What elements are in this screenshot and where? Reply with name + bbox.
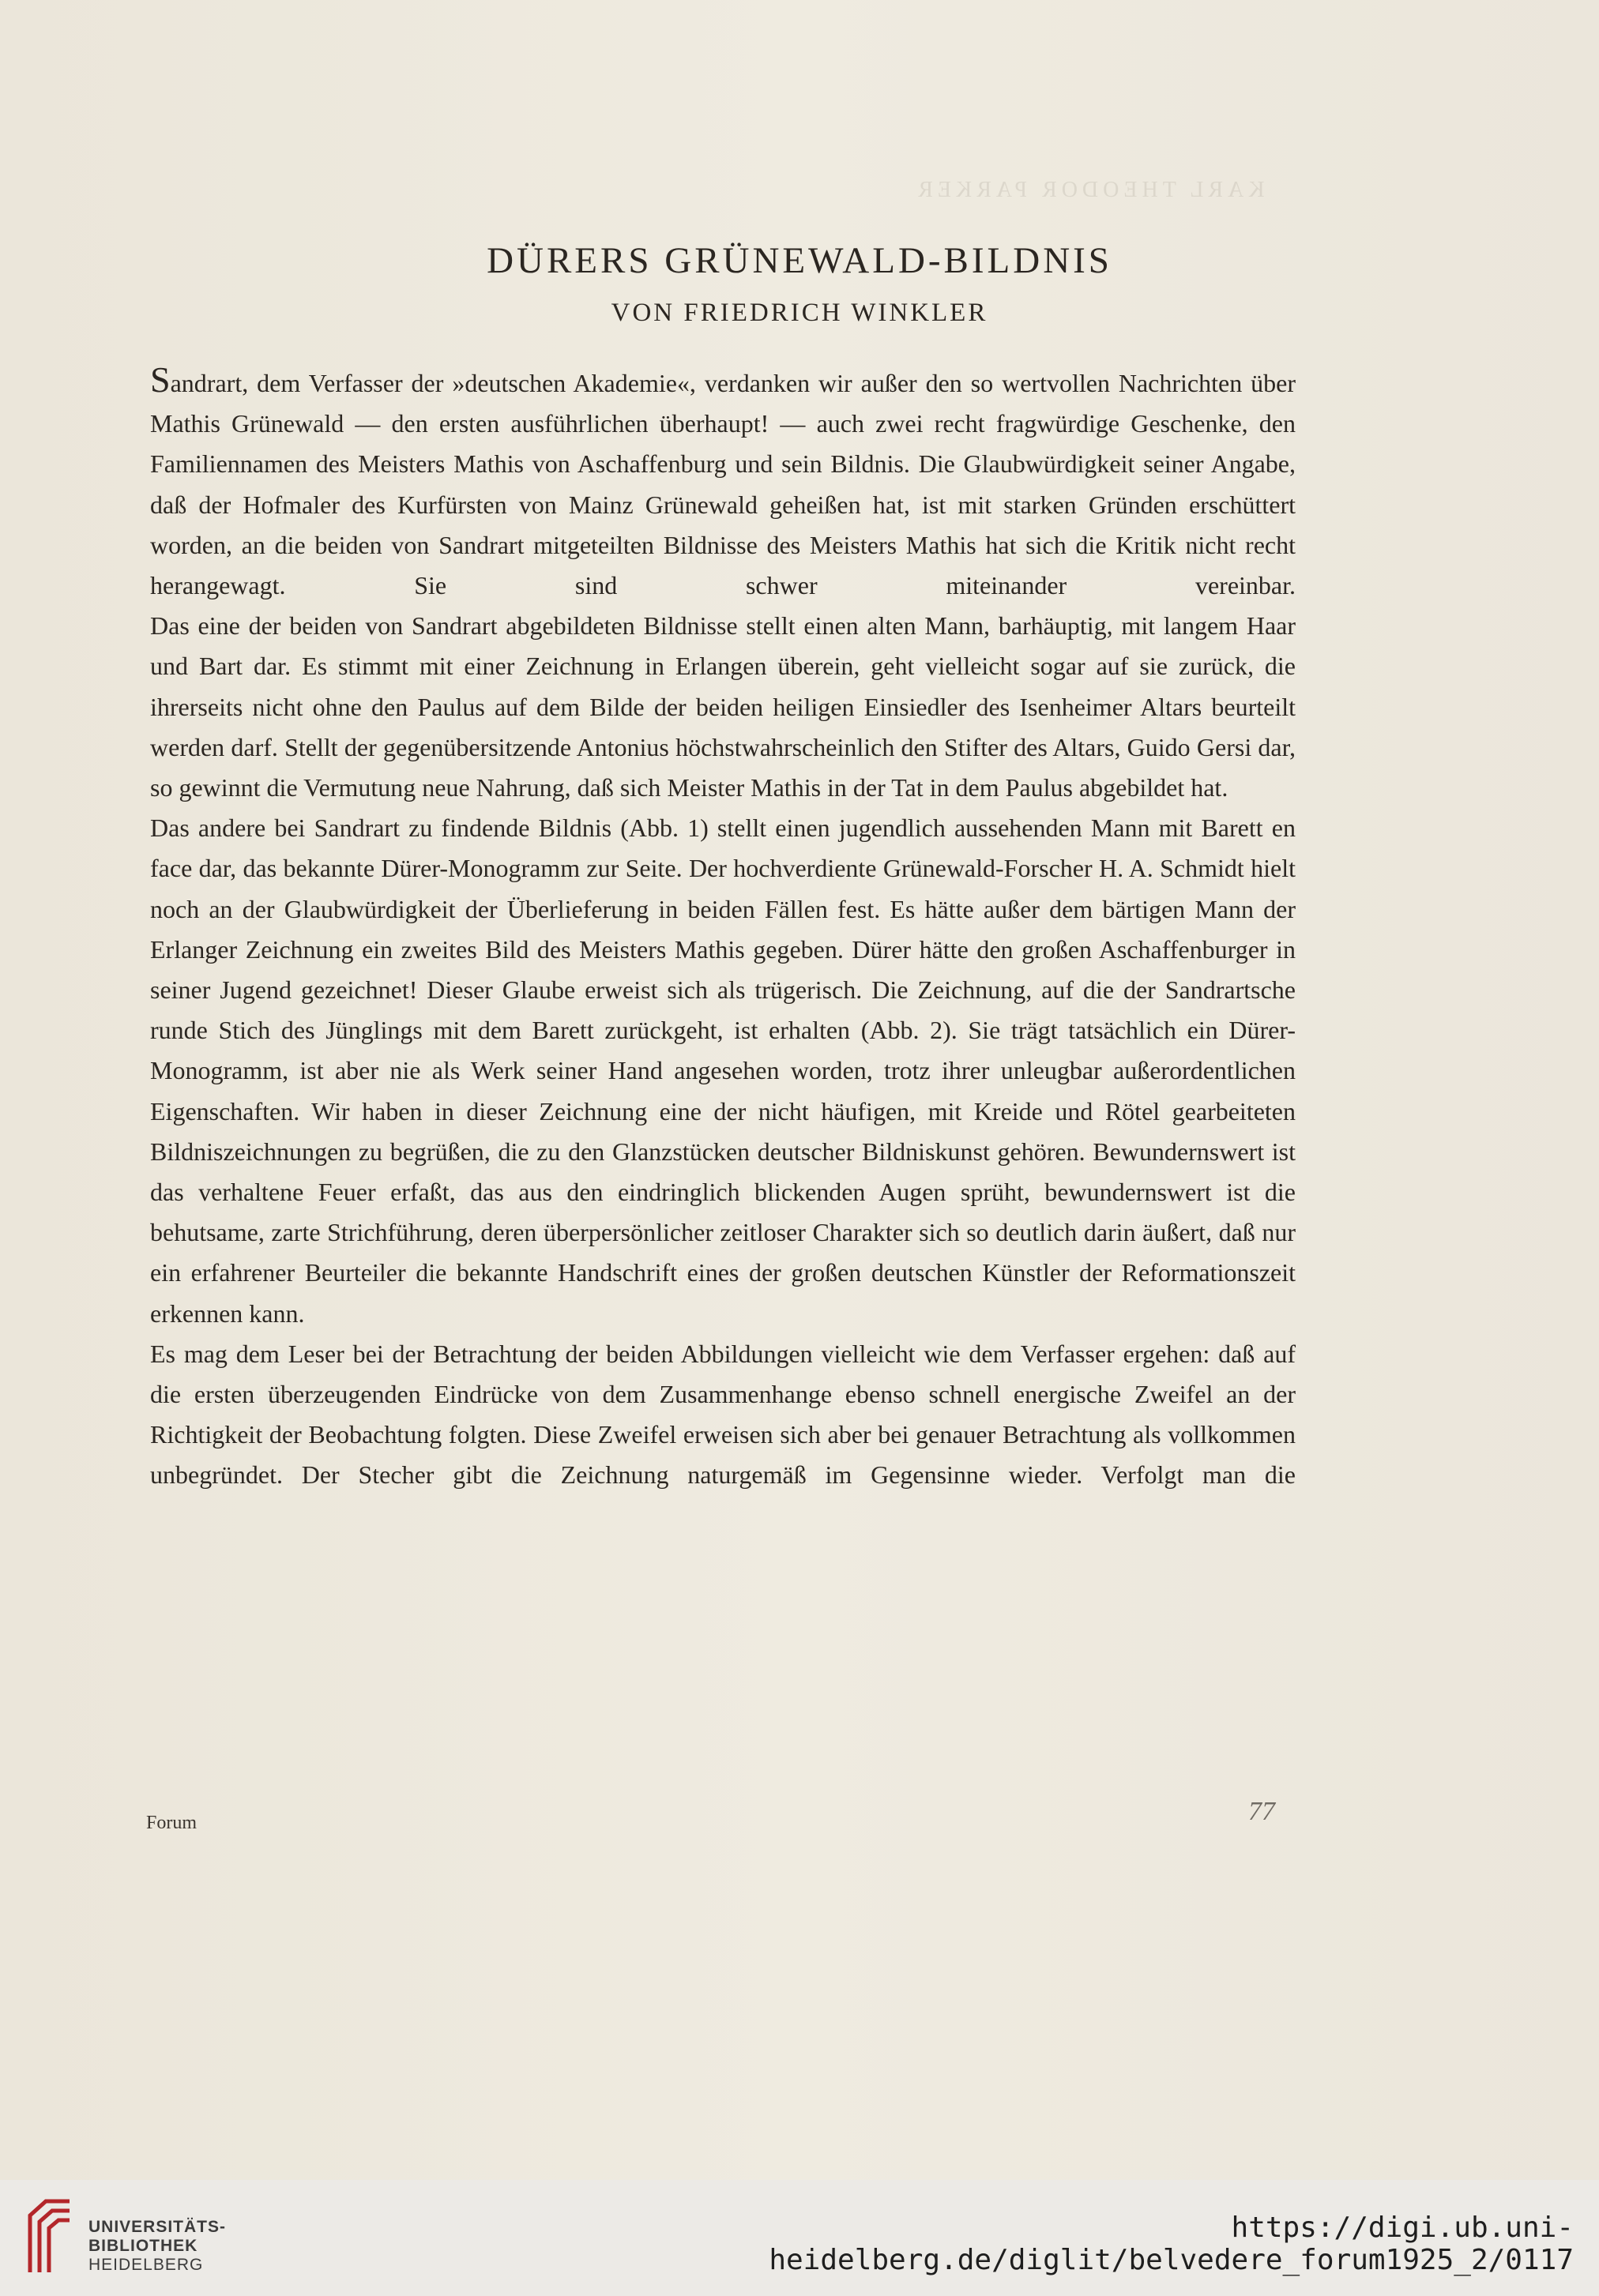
logo-line-3: HEIDELBERG (88, 2256, 204, 2274)
logo-line-1: UNIVERSITÄTS- (88, 2218, 227, 2236)
logo-line-2: BIBLIOTHEK (88, 2237, 198, 2255)
university-library-logo-icon[interactable] (22, 2193, 77, 2280)
paragraph-1-text: andrart, dem Verfasser der »deutschen Akademie«, verdanken wir außer den so wertvollen Nachrichten über Mathis Grünewald — den ersten ausführlichen überhaupt! — auch zwei recht fragwürdige Geschenke, den Familiennamen des Meisters Mathis von Aschaffenburg und sein Bildnis. Die Glaubwürdigkeit seiner Angabe, daß der Hofmaler des Kurfürsten von Mainz Grünewald geheißen hat, ist mit starken Gründen erschüttert worden, an die beiden von Sandrart mitgeteilten Bildnisse des Meisters Mathis hat sich die Kritik nicht recht herangewagt. Sie sind schwer miteinander vereinbar. (150, 369, 1296, 600)
paragraph-2: Das eine der beiden von Sandrart abgebildeten Bildnisse stellt einen alten Mann, barhäuptig, mit langem Haar und Bart dar. Es stimmt mit einer Zeichnung in Erlangen überein, geht vielleicht sogar auf sie zurück, die ihrerseits nicht ohne den Paulus auf dem Bilde der beiden heiligen Einsiedler des Isenheimer Altars beurteilt werden darf. Stellt der gegenübersitzende Antonius höchstwahrscheinlich den Stifter des Altars, Guido Gersi dar, so gewinnt die Vermutung neue Nahrung, daß sich Meister Mathis in der Tat in dem Paulus abgebildet hat. (150, 611, 1296, 802)
paragraph-1 (150, 359, 1296, 606)
permalink-url[interactable]: https://digi.ub.uni-heidelberg.de/diglit/belvedere_forum1925_2/0117 (769, 2211, 1574, 2276)
page-number: 77 (1248, 1797, 1275, 1826)
article-title: DÜRERS GRÜNEWALD-BILDNIS (487, 240, 1112, 281)
article-author: VON FRIEDRICH WINKLER (611, 299, 988, 327)
university-library-logo-text (88, 2218, 226, 2275)
paragraph-4: Es mag dem Leser bei der Betrachtung der beiden Abbildungen vielleicht wie dem Verfasser ergehen: daß auf die ersten überzeugenden Eindrücke von dem Zusammenhange ebenso schnell energische Zweifel an der Richtigkeit der Beobachtung folgten. Diese Zweifel erweisen sich aber bei genauer Betrachtung als vollkommen unbegründet. Der Stecher gibt die Zeichnung naturgemäß im Gegensinne wieder. Verfolgt man die (150, 1339, 1296, 1490)
paragraph-3: Das andere bei Sandrart zu findende Bildnis (Abb. 1) stellt einen jugendlich aussehenden Mann mit Barett en face dar, das bekannte Dürer-Monogramm zur Seite. Der hochverdiente Grünewald-Forscher H. A. Schmidt hielt noch an der Glaubwürdigkeit der Überlieferung in beiden Fällen fest. Es hätte außer dem bärtigen Mann der Erlanger Zeichnung ein zweites Bild des Meisters Mathis gegeben. Dürer hätte den großen Aschaffenburger in seiner Jugend gezeichnet! Dieser Glaube erweist sich als trügerisch. Die Zeichnung, auf die der Sandrartsche runde Stich des Jünglings mit dem Barett zurückgeht, ist erhalten (Abb. 2). Sie trägt tatsächlich ein Dürer-Monogramm, ist aber nie als Werk seiner Hand angesehen worden, trotz ihrer unleugbar außerordentlichen Eigenschaften. Wir haben in dieser Zeichnung eine der nicht häufigen, mit Kreide und Rötel gearbeiteten Bildniszeichnungen zu begrüßen, die zu den Glanzstücken deutscher Bildniskunst gehören. Bewundernswert ist das verhaltene Feuer erfaßt, das aus den eindringlich blickenden Augen sprüht, bewundernswert ist die behutsame, zarte Strichführung, deren überpersönlicher zeitloser Charakter sich so deutlich darin äußert, daß nur ein erfahrener Beurteiler die bekannte Handschrift eines der großen deutschen Künstler der Reformationszeit erkennen kann. (150, 814, 1296, 1328)
bleed-through-text: KARL THEODOR PARKER (913, 178, 1265, 202)
drop-cap: S (150, 359, 171, 400)
footer-section-label: Forum (146, 1813, 198, 1833)
article-body (150, 359, 1296, 1496)
